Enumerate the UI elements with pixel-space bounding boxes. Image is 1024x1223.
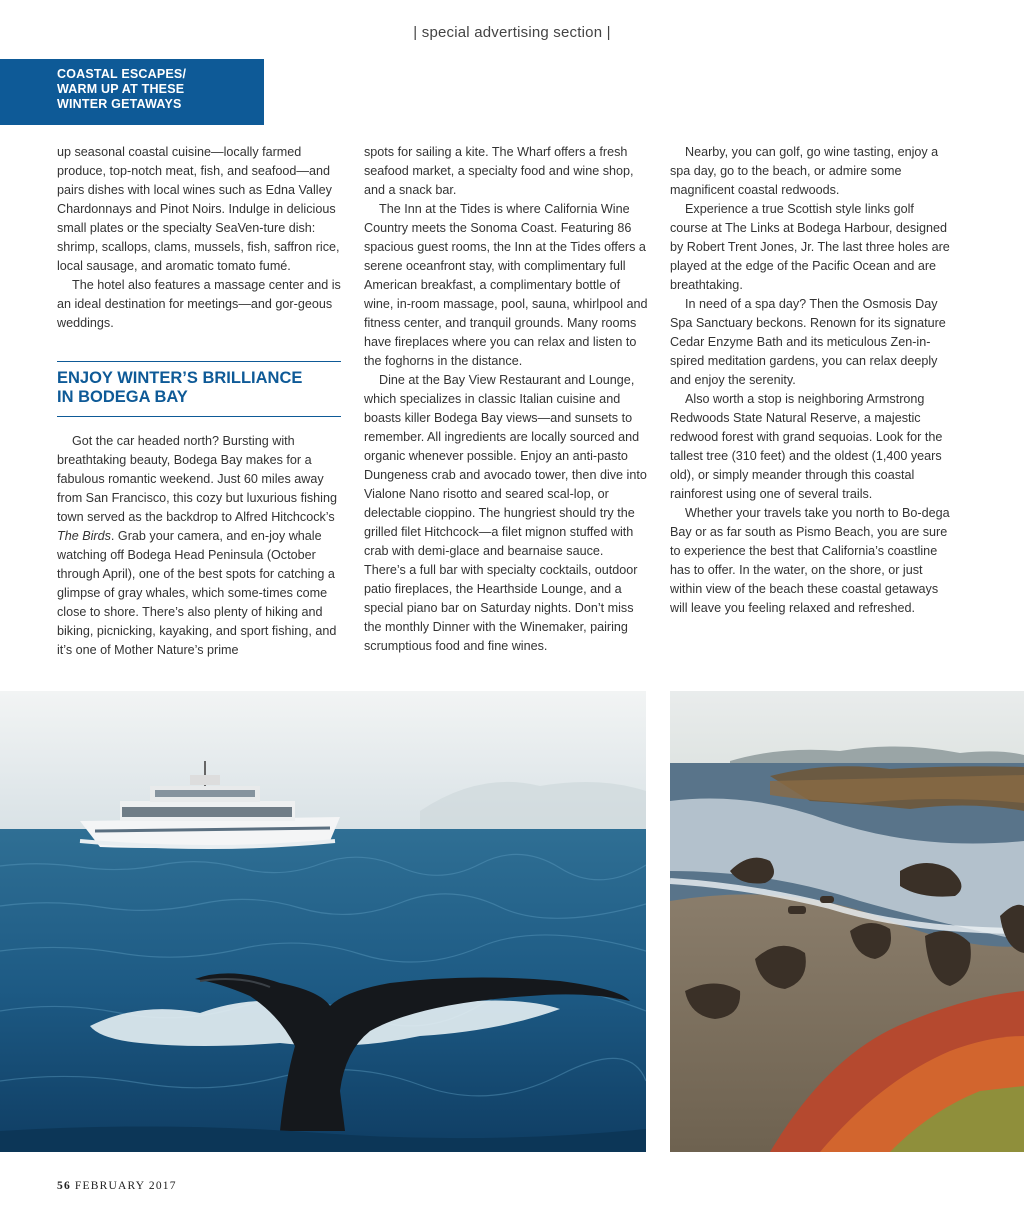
paragraph: In need of a spa day? Then the Osmosis Day Spa Sanctuary beckons. Renown for its signature Cedar Enzyme Bath and its meticulous Zen-in-spired meditation gardens, you can relax deeply and enjoy the serenity. (670, 297, 946, 387)
column-3 (670, 143, 954, 618)
paragraph: up seasonal coastal cuisine—locally farmed produce, top-notch meat, fish, and seafood—and pairs dishes with local wines such as Edna Valley Chardonnays and Pinot Noirs. Indulge in delicious small plates or the specialty SeaVen-ture dish: shrimp, scallops, clams, mussels, fish, saffron rice, local sausage, and aromatic tomato fumé. (57, 145, 340, 273)
issue-date: FEBRUARY 2017 (74, 1180, 177, 1192)
paragraph: Whether your travels take you north to Bo-dega Bay or as far south as Pismo Beach, you are sure to experience the best that California’s coastline has to offer. In the water, on the shore, or just within view of the beach these coastal getaways will leave you feeling relaxed and refreshed. (670, 506, 950, 615)
section-label: | special advertising section | (413, 24, 611, 41)
banner-line: WINTER GETAWAYS (57, 97, 182, 111)
column-1-bottom (57, 432, 341, 660)
column-2 (364, 143, 648, 656)
paragraph: Dine at the Bay View Restaurant and Lounge, which specializes in classic Italian cuisine and boasts killer Bodega Bay views—and sunsets to remember. All ingredients are locally sourced and organic whenever possible. Enjoy an anti-pasto Dungeness crab and avocado tower, then dive into Vialone Nano risotto and seared scal-lop, or delectable cioppino. The hungriest should try the grilled filet Hitchcock—a filet mignon stuffed with crab with demi-glace and bearnaise sauce. There’s a full bar with specialty cocktails, outdoor patio fireplaces, the Hearthside Lounge, and a special piano bar on Saturday nights. Don’t miss the monthly Dinner with the Winemaker, pairing scrumptious food and fine wines. (364, 373, 647, 653)
page-folio (57, 1180, 177, 1192)
paragraph: Experience a true Scottish style links golf course at The Links at Bodega Harbour, designed by Robert Trent Jones, Jr. The last three holes are played at the edge of the Pacific Ocean and are breathtaking. (670, 202, 950, 292)
film-title: The Birds (57, 529, 111, 543)
paragraph: The Inn at the Tides is where California Wine Country meets the Sonoma Coast. Featuring 86 spacious guest rooms, the Inn at the Tides offers a serene oceanfront stay, with complimentary full American breakfast, a complimentary bottle of wine, in-room massage, pool, sauna, whirlpool and fitness center, and tranquil grounds. Many rooms have fireplaces where you can relax and listen to the foghorns in the distance. (364, 202, 648, 368)
coastline-photo (670, 691, 1024, 1152)
paragraph: The hotel also features a massage center and is an ideal destination for meetings—and gor-geous weddings. (57, 278, 341, 330)
headline-top-rule (57, 361, 341, 362)
paragraph-text: Got the car headed north? Bursting with breathtaking beauty, Bodega Bay makes for a fabulous romantic weekend. Just 60 miles away from San Francisco, this cozy but luxurious fishing town served as the backdrop to Alfred Hitchcock’s (57, 434, 337, 524)
paragraph (57, 432, 341, 660)
banner-line: WARM UP AT THESE (57, 82, 185, 96)
rocky-beach-image (670, 691, 1024, 1152)
banner-line: COASTAL ESCAPES/ (57, 67, 187, 81)
article-headline (57, 369, 341, 407)
paragraph: Nearby, you can golf, go wine tasting, enjoy a spa day, go to the beach, or admire some magnificent coastal redwoods. (670, 145, 939, 197)
section-banner (0, 59, 264, 125)
paragraph: spots for sailing a kite. The Wharf offers a fresh seafood market, a specialty food and wine shop, and a snack bar. (364, 145, 634, 197)
headline-line: ENJOY WINTER’S BRILLIANCE (57, 369, 303, 387)
page-number: 56 (57, 1180, 71, 1192)
headline-bottom-rule (57, 416, 341, 417)
headline-line: IN BODEGA BAY (57, 388, 188, 406)
paragraph: Also worth a stop is neighboring Armstrong Redwoods State Natural Reserve, a majestic redwood forest with grand sequoias. Look for the tallest tree (310 feet) and the oldest (1,400 years old), or simply meander through this coastal rainforest using one of several trails. (670, 392, 943, 501)
column-1-top (57, 143, 341, 333)
whale-watching-photo (0, 691, 646, 1152)
whale-tail-image (0, 691, 646, 1152)
paragraph-text: . Grab your camera, and en-joy whale watching off Bodega Head Peninsula (October through April), one of the best spots for catching a glimpse of gray whales, which some-times come close to shore. There’s also plenty of hiking and biking, picnicking, kayaking, and sport fishing, and it’s one of Mother Nature’s prime (57, 529, 337, 657)
